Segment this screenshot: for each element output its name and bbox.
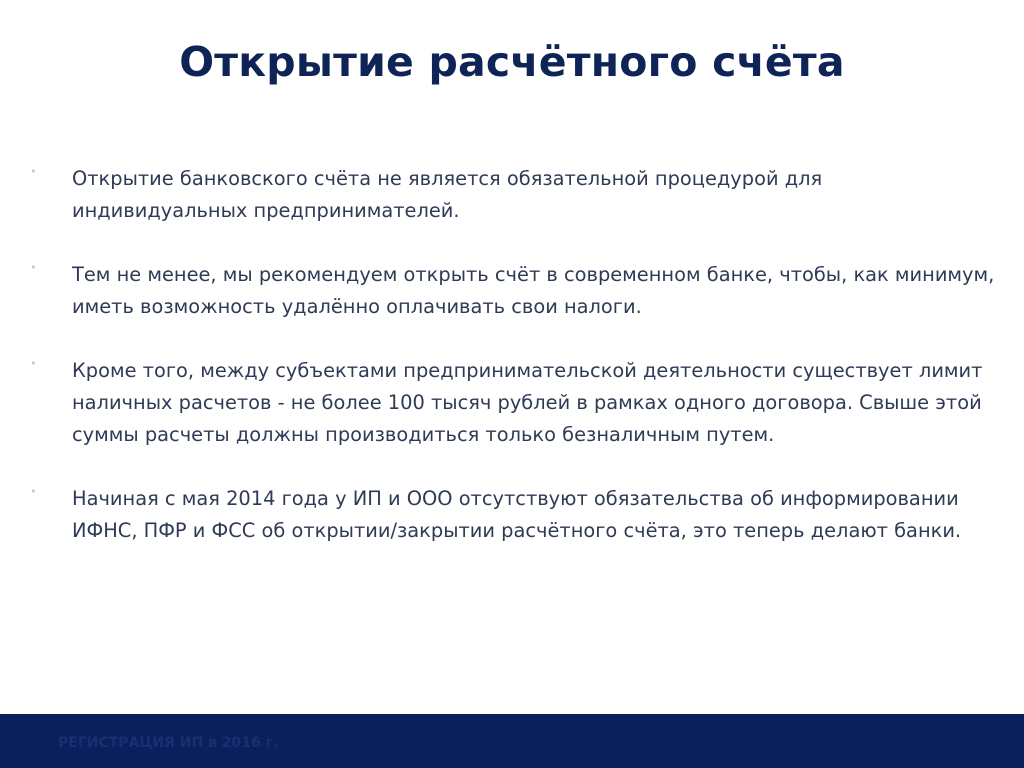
bullet-dot-icon: • (30, 261, 37, 274)
bullet-text: Тем не менее, мы рекомендуем открыть счёт в современном банке, чтобы, как минимум, иметь возможность удалённо оплачивать свои налоги. (72, 263, 995, 318)
bullet-item (30, 483, 1000, 547)
bullet-dot-icon: • (30, 357, 37, 370)
bullet-list (30, 163, 1000, 579)
bullet-item (30, 259, 1000, 323)
bullet-text: Начиная с мая 2014 года у ИП и ООО отсутствуют обязательства об информировании ИФНС, ПФР и ФСС об открытии/закрытии расчётного счёта, это теперь делают банки. (72, 487, 962, 542)
slide-title: Открытие расчётного счёта (179, 38, 845, 86)
bullet-dot-icon: • (30, 485, 37, 498)
bullet-text: Кроме того, между субъектами предпринимательской деятельности существует лимит наличных расчетов - не более 100 тысяч рублей в рамках одного договора. Свыше этой суммы расчеты должны производиться только безналичным путем. (72, 359, 983, 446)
bullet-text: Открытие банковского счёта не является обязательной процедурой для индивидуальных предпринимателей. (72, 167, 823, 222)
bullet-dot-icon: • (30, 165, 37, 178)
footer-caption: РЕГИСТРАЦИЯ ИП в 2016 г. (58, 735, 279, 751)
footer-bar (0, 714, 1024, 768)
bullet-item (30, 163, 1000, 227)
bullet-item (30, 355, 1000, 451)
